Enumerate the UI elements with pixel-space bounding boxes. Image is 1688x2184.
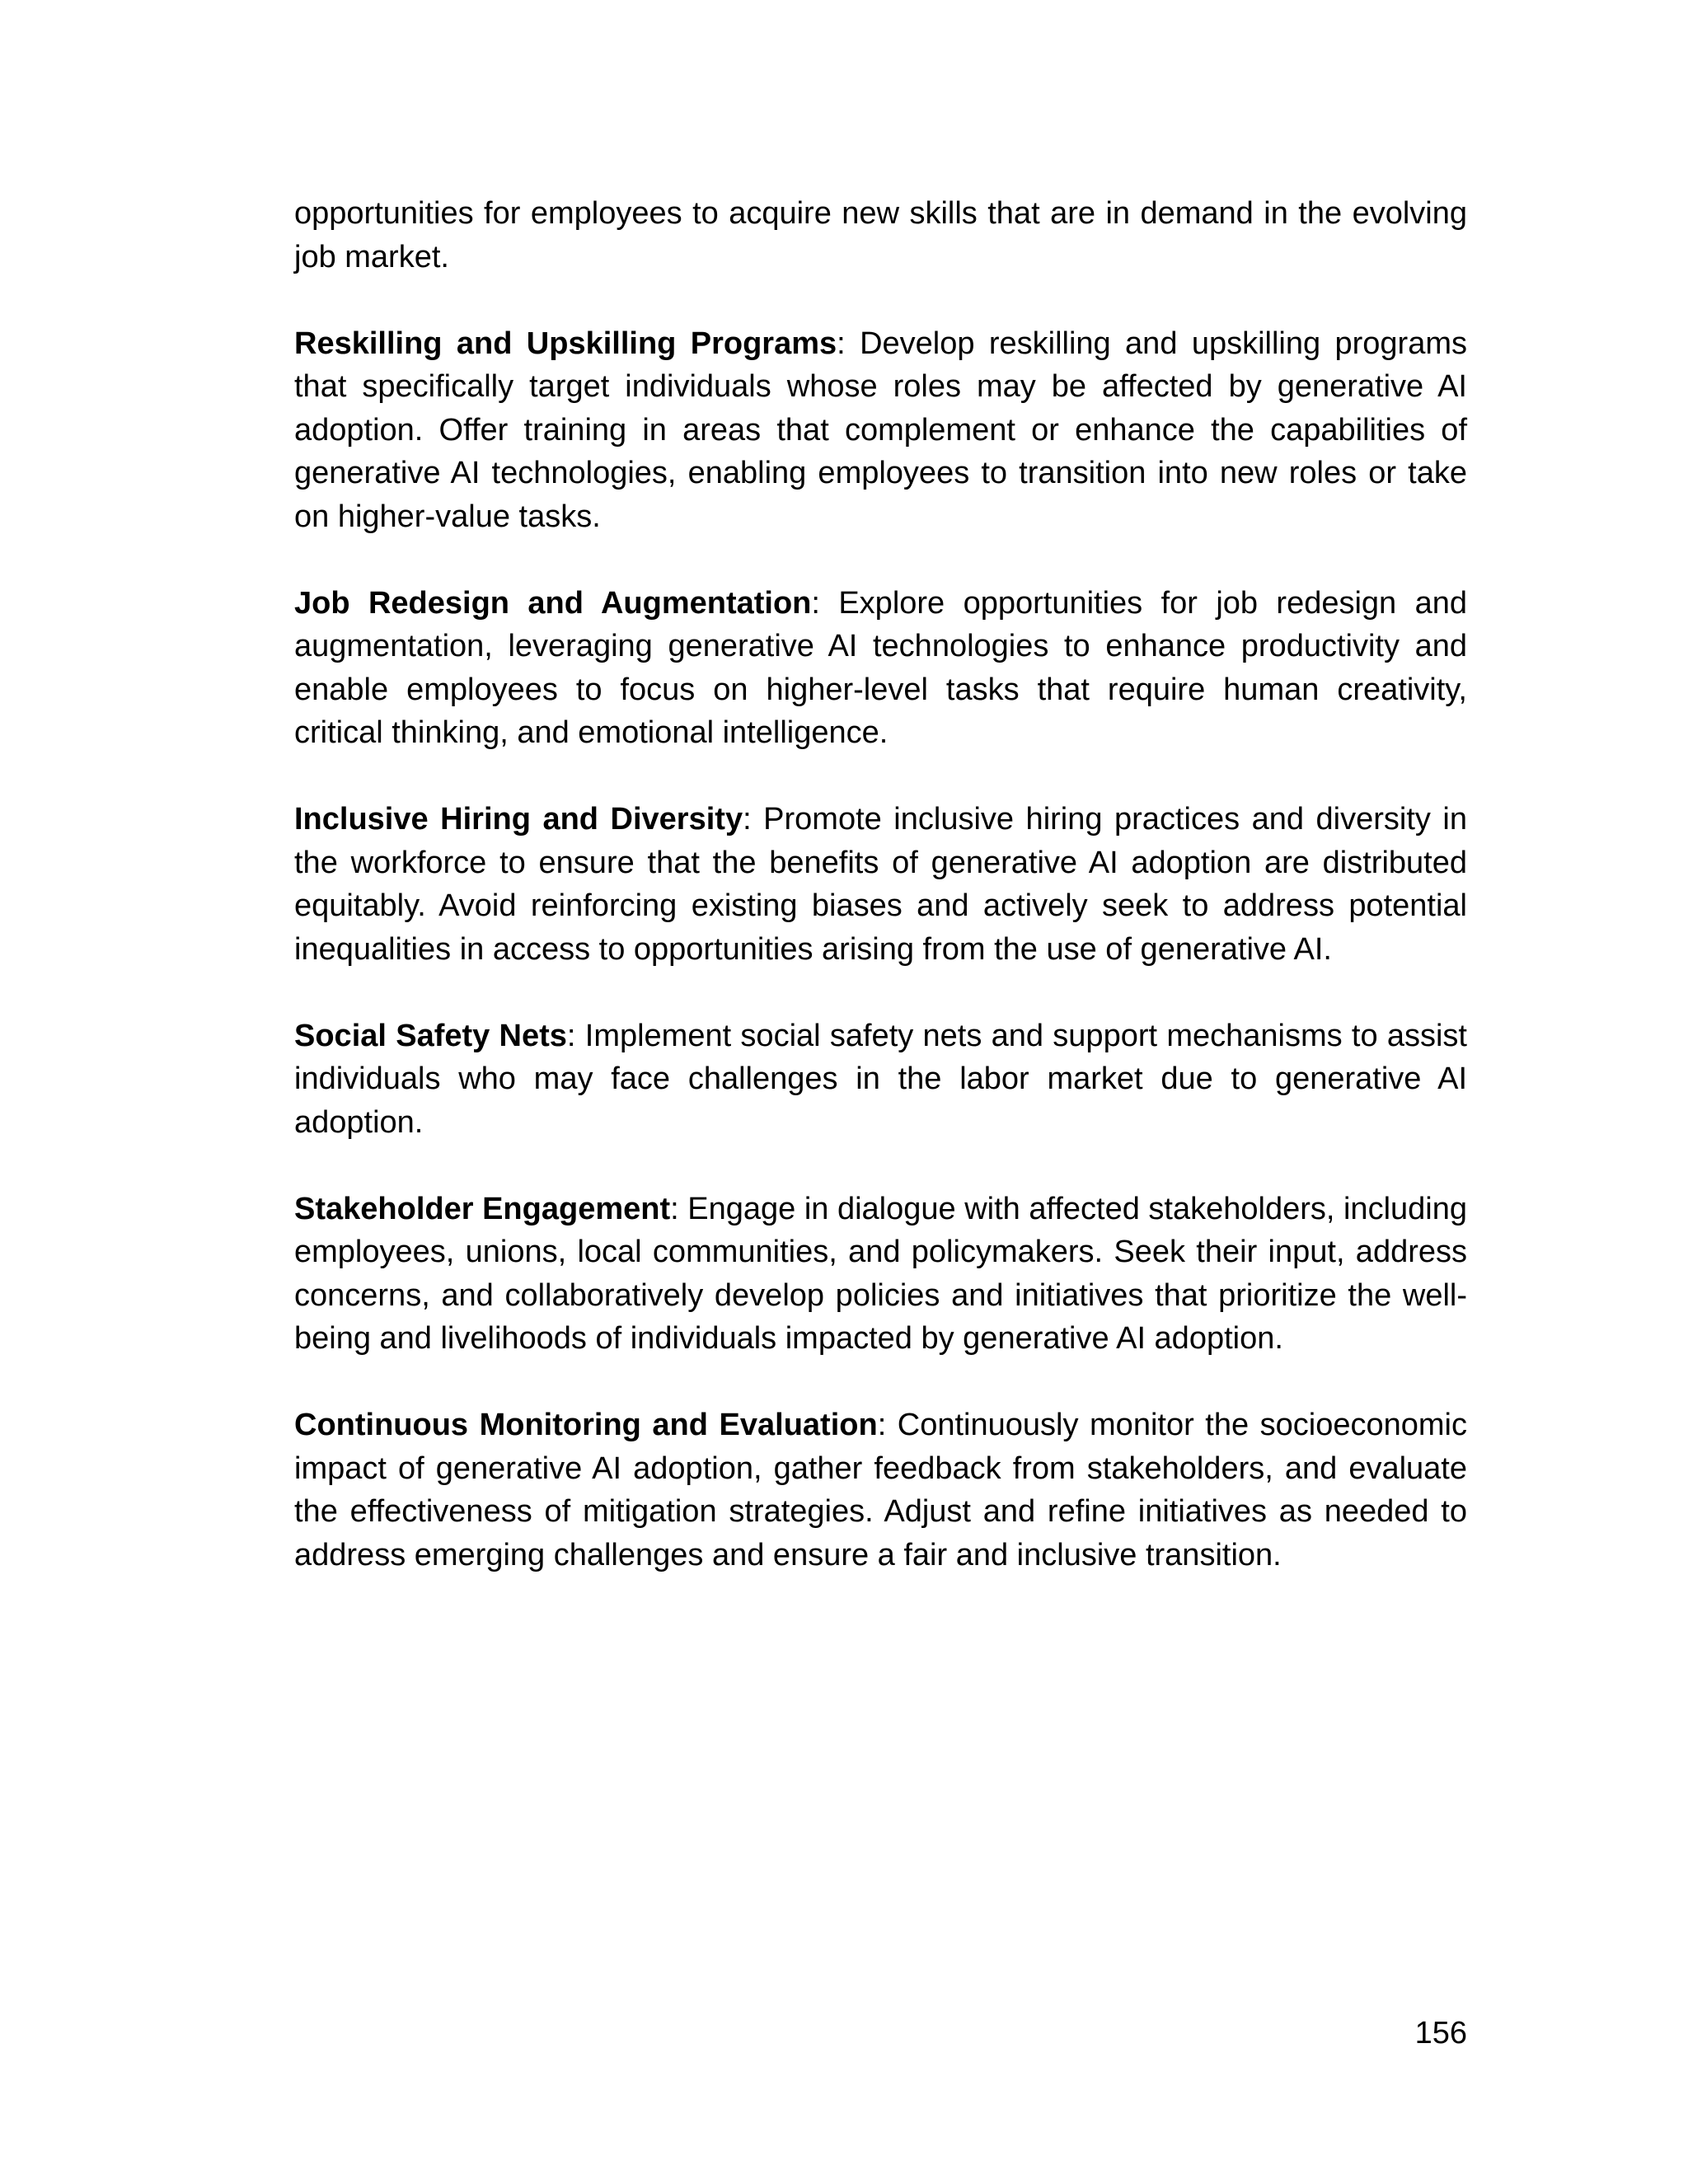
paragraph-reskilling xyxy=(294,322,1467,539)
term-social-safety-nets: Social Safety Nets xyxy=(294,1018,567,1053)
term-job-redesign: Job Redesign and Augmentation xyxy=(294,585,812,621)
paragraph-inclusive-hiring xyxy=(294,798,1467,971)
text-continuous-monitoring: : Continuously monitor the socioeconomic impact of generative AI adoption, gather feedback from stakeholders, and evaluate the effectiveness of mitigation strategies. Adjust and refine initiatives as needed to address emerging challenges and ensure a fair and inclusive transition. xyxy=(294,1408,1467,1572)
page-number: 156 xyxy=(1414,2016,1467,2050)
term-stakeholder-engagement: Stakeholder Engagement xyxy=(294,1191,671,1226)
paragraph-stakeholder-engagement xyxy=(294,1188,1467,1361)
intro-paragraph: opportunities for employees to acquire new skills that are in demand in the evolving job market. xyxy=(294,196,1467,274)
term-inclusive-hiring: Inclusive Hiring and Diversity xyxy=(294,802,743,837)
text-reskilling: : Develop reskilling and upskilling programs that specifically target individuals whose roles may be affected by generative AI adoption. Offer training in areas that complement or enhance the capabilities of generative AI technologies, enabling employees to transition into new roles or take on higher-value tasks. xyxy=(294,326,1467,534)
text-social-safety-nets: : Implement social safety nets and support mechanisms to assist individuals who may face challenges in the labor market due to generative AI adoption. xyxy=(294,1018,1467,1140)
text-inclusive-hiring: : Promote inclusive hiring practices and diversity in the workforce to ensure that the benefits of generative AI adoption are distributed equitably. Avoid reinforcing existing biases and actively seek to address potential inequalities in access to opportunities arising from the use of generative AI. xyxy=(294,802,1467,967)
paragraph-job-redesign xyxy=(294,582,1467,755)
paragraph-continuous-monitoring xyxy=(294,1404,1467,1577)
term-continuous-monitoring: Continuous Monitoring and Evaluation xyxy=(294,1408,878,1442)
paragraph-social-safety-nets xyxy=(294,1015,1467,1145)
text-stakeholder-engagement: : Engage in dialogue with affected stakeholders, including employees, unions, local communities, and policymakers. Seek their input, address concerns, and collaboratively develop policies and initiatives that prioritize the well-being and livelihoods of individuals impacted by generative AI adoption. xyxy=(294,1191,1467,1356)
page-body xyxy=(294,192,1467,1620)
term-reskilling: Reskilling and Upskilling Programs xyxy=(294,326,837,361)
text-job-redesign: : Explore opportunities for job redesign and augmentation, leveraging generative AI technologies to enhance productivity and enable employees to focus on higher-level tasks that require human creativity, critical thinking, and emotional intelligence. xyxy=(294,585,1467,750)
